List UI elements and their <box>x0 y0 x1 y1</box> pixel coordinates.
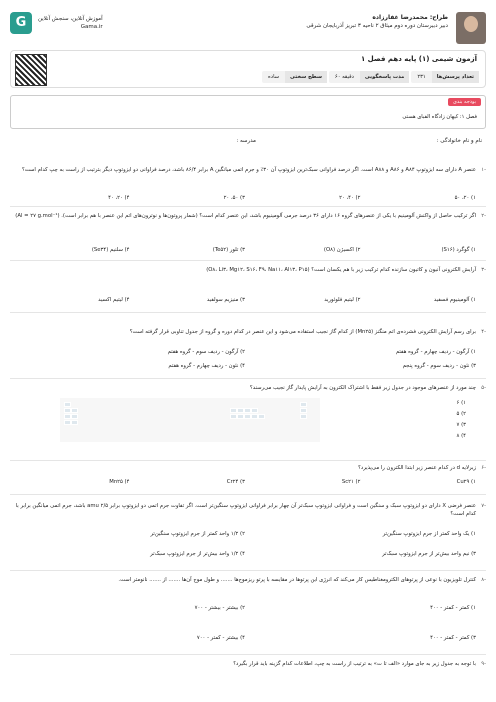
option-2[interactable]: ۵ (۲ <box>456 411 466 417</box>
question-stem: عنصر A دارای سه ایزوتوپ A۸۴ و A۸۶ و A۸۸ است. اگر درصد فراوانی سبک‌ترین ایزوتوپ آن ۳۰٪ و جرم اتمی میانگین A برابر ۸۶/۴ باشد، درصد فراوانی دو ایزوتوپ دیگر بترتیب از راست به چپ کدام است؟ <box>21 167 476 173</box>
option-1[interactable]: ۱) گوگرد (S۱۶) <box>441 247 476 253</box>
divider <box>10 206 486 207</box>
exam-info-box <box>10 50 486 88</box>
question-6: ۶- زیرلایه d در کدام عنصر زیر ابتدا الکترون را می‌پذیرد؟ ۱) Cu۲۹ ۲) Sc۲۱ ۳) Cr۲۴ ۴) Mn۲۵ <box>10 464 486 494</box>
option-4[interactable]: ۴) لیتیم اکسید <box>98 297 130 303</box>
option-2[interactable]: ۲) بیشتر - بیشتر - ۷۰۰ <box>194 605 245 611</box>
brand-url[interactable]: Gama.ir <box>80 24 103 30</box>
question-4: ۴- برای رسم آرایش الکترونی فشرده‌ی اتم منگنز (Mn۲۵) از کدام گاز نجیب استفاده می‌شود و این عنصر در کدام دوره و گروه از جدول تناوبی قرار گرفته است؟ ۱) آرگون - ردیف چهارم - گروه هفتم ۲) آرگون - ردیف سوم - گروه هفتم ۳) نئون - ردیف سوم - گروه پنجم ۴) نئون - ردیف چهارم - گروه هفتم <box>10 328 486 374</box>
option-2[interactable]: ۲) Sc۲۱ <box>341 479 361 485</box>
question-stem: برای رسم آرایش الکترونی فشرده‌ی اتم منگنز (Mn۲۵) از کدام گاز نجیب استفاده می‌شود و این عنصر در کدام دوره و گروه از جدول تناوبی قرار گرفته است؟ <box>129 329 476 335</box>
option-1[interactable]: ۶ (۱ <box>456 400 466 406</box>
section-item: فصل ۱: کیهان زادگاه الفبای هستی <box>402 114 477 120</box>
question-stem: با توجه به جدول زیر به جای موارد «الف تا ت» به ترتیب از راست به چپ، اطلاعات کدام گزینه باید قرار بگیرد؟ <box>233 661 476 667</box>
author-desc: دبیر دبیرستان دوره دوم میثاق ۲ ناحیه ۳ تبریز آذربایجان شرقی <box>306 23 448 29</box>
brand <box>10 12 103 34</box>
budget-section <box>10 95 486 129</box>
option-2[interactable]: ۲) اکسیژن (O۸) <box>323 247 361 253</box>
option-2[interactable]: ۲) ۱/۲ واحد کمتر از جرم ایزوتوپ سنگین‌تر <box>150 531 245 537</box>
question-5: ۵- چند مورد از عنصرهای موجود در جدول زیر فقط با اشتراک الکترون به آرایش پایدار گاز نجیب می‌رسند؟ ۶ (۱ ۵ (۲ ۷ (۳ ۸ (۴ <box>10 384 486 460</box>
question-1: ۱- عنصر A دارای سه ایزوتوپ A۸۴ و A۸۶ و A۸۸ است. اگر درصد فراوانی سبک‌ترین ایزوتوپ آن ۳۰٪ و جرم اتمی میانگین A برابر ۸۶/۴ باشد، درصد فراوانی دو ایزوتوپ دیگر بترتیب از راست به چپ کدام است؟ ۱) ۲۰، ۵۰ ۲) ۴۰، ۲۰ ۳) ۵۰، ۲۰ ۴) ۲۰، ۴۰ <box>10 166 486 206</box>
option-4[interactable]: ۴) سلنیم (Se۳۴) <box>91 247 130 253</box>
option-4[interactable]: ۴) ۱/۲ واحد بیش‌تر از جرم ایزوتوپ سبک‌تر <box>150 551 245 557</box>
option-3[interactable]: ۳) نئون - ردیف سوم - گروه پنجم <box>402 363 476 369</box>
option-1[interactable]: ۱) ۲۰، ۵۰ <box>454 195 476 201</box>
exam-stats <box>262 71 479 83</box>
gama-logo: G <box>10 12 32 34</box>
option-3[interactable]: ۳) کمتر - کمتر - ۴۰۰ <box>430 635 476 641</box>
question-3: ۳- آرایش الکترونی آنیون و کاتیون سازنده کدام ترکیب زیر با هم یکسان است؟ (O۸، Li۳، Mg۱۲، S۱۶، F۹، Na۱۱، Al۱۳، P۱۵) ۱) آلومینیوم فسفید ۲) لیتیم فلوئورید ۳) منیزیم سولفید ۴) لیتیم اکسید <box>10 266 486 308</box>
option-2[interactable]: ۲) لیتیم فلوئورید <box>324 297 361 303</box>
student-line <box>10 138 486 150</box>
option-1[interactable]: ۱) آلومینیوم فسفید <box>433 297 476 303</box>
author-info <box>306 14 448 30</box>
option-3[interactable]: ۳) منیزیم سولفید <box>206 297 245 303</box>
question-stem: اگر ترکیب حاصل از واکنش آلومینیم با یکی از عنصرهای گروه ۱۶ دارای ۳۶ درصد جرمی آلومینیوم باشد، این عنصر کدام است؟ (شمار پروتون‌ها و نوترون‌های اتم این عنصر با هم برابر است). (Al = ۲۷ g.mol⁻¹) <box>15 213 476 219</box>
header <box>10 12 486 46</box>
option-3[interactable]: ۳) نیم واحد بیش‌تر از جرم ایزوتوپ سبک‌تر <box>382 551 476 557</box>
exam-title: آزمون شیمی (۱) پایه دهم فصل ۱ <box>360 55 477 63</box>
stat-duration: مدت پاسخگویی ۶۰ دقیقه <box>329 71 409 83</box>
option-1[interactable]: ۱) آرگون - ردیف چهارم - گروه هفتم <box>395 349 476 355</box>
option-2[interactable]: ۲) آرگون - ردیف سوم - گروه هفتم <box>167 349 245 355</box>
stat-questions: تعداد پرسش‌ها ۲۳۱ <box>411 71 479 83</box>
question-2: ۲- اگر ترکیب حاصل از واکنش آلومینیم با یکی از عنصرهای گروه ۱۶ دارای ۳۶ درصد جرمی آلومینیوم باشد، این عنصر کدام است؟ (شمار پروتون‌ها و نوترون‌های اتم این عنصر با هم برابر است). (Al = ۲۷ g.mol⁻¹) ۱) گوگرد (S۱۶) ۲) اکسیژن (O۸) ۳) تلور (Te۵۲) ۴) سلنیم (Se۳۴) <box>15 213 486 253</box>
option-3[interactable]: ۳) ۵۰، ۲۰ <box>223 195 245 201</box>
option-4[interactable]: ۴) نئون - ردیف چهارم - گروه هفتم <box>168 363 245 369</box>
options <box>406 398 466 442</box>
author-name: طراح: محمدرضا غفارزاده <box>372 14 448 21</box>
option-2[interactable]: ۲) ۴۰، ۲۰ <box>339 195 361 201</box>
option-4[interactable]: ۴) ۲۰، ۴۰ <box>108 195 130 201</box>
divider <box>10 570 486 571</box>
school-label: مدرسه : <box>236 138 256 144</box>
option-1[interactable]: ۱) Cu۲۹ <box>456 479 476 485</box>
brand-tagline: آموزش آنلاین، سنجش آنلاین <box>38 16 103 22</box>
option-4[interactable]: ۴) بیشتر - کمتر - ۷۰۰ <box>196 635 245 641</box>
periodic-table-image <box>60 398 320 442</box>
question-stem: آرایش الکترونی آنیون و کاتیون سازنده کدام ترکیب زیر با هم یکسان است؟ (O۸، Li۳، Mg۱۲، S۱۶، F۹، Na۱۱، Al۱۳، P۱۵) <box>206 267 476 273</box>
divider <box>10 460 486 461</box>
option-1[interactable]: ۱) یک واحد کمتر از جرم ایزوتوپ سنگین‌تر <box>382 531 476 537</box>
question-7: ۷- عنصر فرضی X دارای دو ایزوتوپ سبک و سنگین است و فراوانی ایزوتوپ سبک‌تر آن چهار برابر فراوانی ایزوتوپ سنگین‌تر است. اگر تفاوت جرم اتمی دو ایزوتوپ برابر ۲/۵ amu باشد، جرم اتمی میانگین برابر با کدام است؟ ۱) یک واحد کمتر از جرم ایزوتوپ سنگین‌تر ۲) ۱/۲ واحد کمتر از جرم ایزوتوپ سنگین‌تر ۳) نیم واحد بیش‌تر از جرم ایزوتوپ سبک‌تر ۴) ۱/۲ واحد بیش‌تر از جرم ایزوتوپ سبک‌تر <box>15 503 486 557</box>
option-3[interactable]: ۳) Cr۲۴ <box>226 479 245 485</box>
student-name-label: نام و نام خانوادگی : <box>436 138 482 144</box>
question-stem: زیرلایه d در کدام عنصر زیر ابتدا الکترون را می‌پذیرد؟ <box>358 465 476 471</box>
stat-difficulty: سطح سختی ساده <box>262 71 327 83</box>
options <box>14 530 476 558</box>
options <box>14 246 476 254</box>
question-8: ۸- کنترل تلویزیون با نوعی از پرتوهای الکترومغناطیس کار می‌کند که انرژی این پرتوها در مقایسه با پرتو ریزموج‌ها ....... و طول موج آن‌ها ....... از ....... نانومتر است. ۱) کمتر - کمتر - ۴۰۰ ۲) بیشتر - بیشتر - ۷۰۰ ۳) کمتر - کمتر - ۴۰۰ ۴) بیشتر - کمتر - ۷۰۰ <box>10 576 486 652</box>
options <box>14 604 476 642</box>
divider <box>10 654 486 655</box>
options <box>14 478 476 486</box>
option-1[interactable]: ۱) کمتر - کمتر - ۴۰۰ <box>430 605 476 611</box>
avatar <box>456 12 486 44</box>
option-3[interactable]: ۳) تلور (Te۵۲) <box>212 247 245 253</box>
option-4[interactable]: ۸ (۴ <box>456 433 466 439</box>
options <box>14 194 476 202</box>
options <box>14 296 476 304</box>
section-tag: بودجه بندی <box>448 98 481 106</box>
options <box>14 348 476 370</box>
question-stem: کنترل تلویزیون با نوعی از پرتوهای الکترومغناطیس کار می‌کند که انرژی این پرتوها در مقایسه با پرتو ریزموج‌ها ....... و طول موج آن‌ها ....... از ....... نانومتر است. <box>118 577 476 583</box>
question-stem: چند مورد از عنصرهای موجود در جدول زیر فقط با اشتراک الکترون به آرایش پایدار گاز نجیب می‌رسند؟ <box>249 385 476 391</box>
divider <box>10 260 486 261</box>
divider <box>10 494 486 495</box>
option-3[interactable]: ۷ (۳ <box>456 422 466 428</box>
divider <box>10 312 486 313</box>
option-4[interactable]: ۴) Mn۲۵ <box>109 479 130 485</box>
question-stem: عنصر فرضی X دارای دو ایزوتوپ سبک و سنگین است و فراوانی ایزوتوپ سبک‌تر آن چهار برابر فراوانی ایزوتوپ سنگین‌تر است. اگر تفاوت جرم اتمی دو ایزوتوپ برابر ۲/۵ amu باشد، جرم اتمی میانگین برابر با کدام است؟ <box>15 503 476 517</box>
qr-code <box>15 54 47 86</box>
divider <box>10 378 486 379</box>
question-9: ۹- با توجه به جدول زیر به جای موارد «الف تا ت» به ترتیب از راست به چپ، اطلاعات کدام گزینه باید قرار بگیرد؟ <box>10 660 486 680</box>
